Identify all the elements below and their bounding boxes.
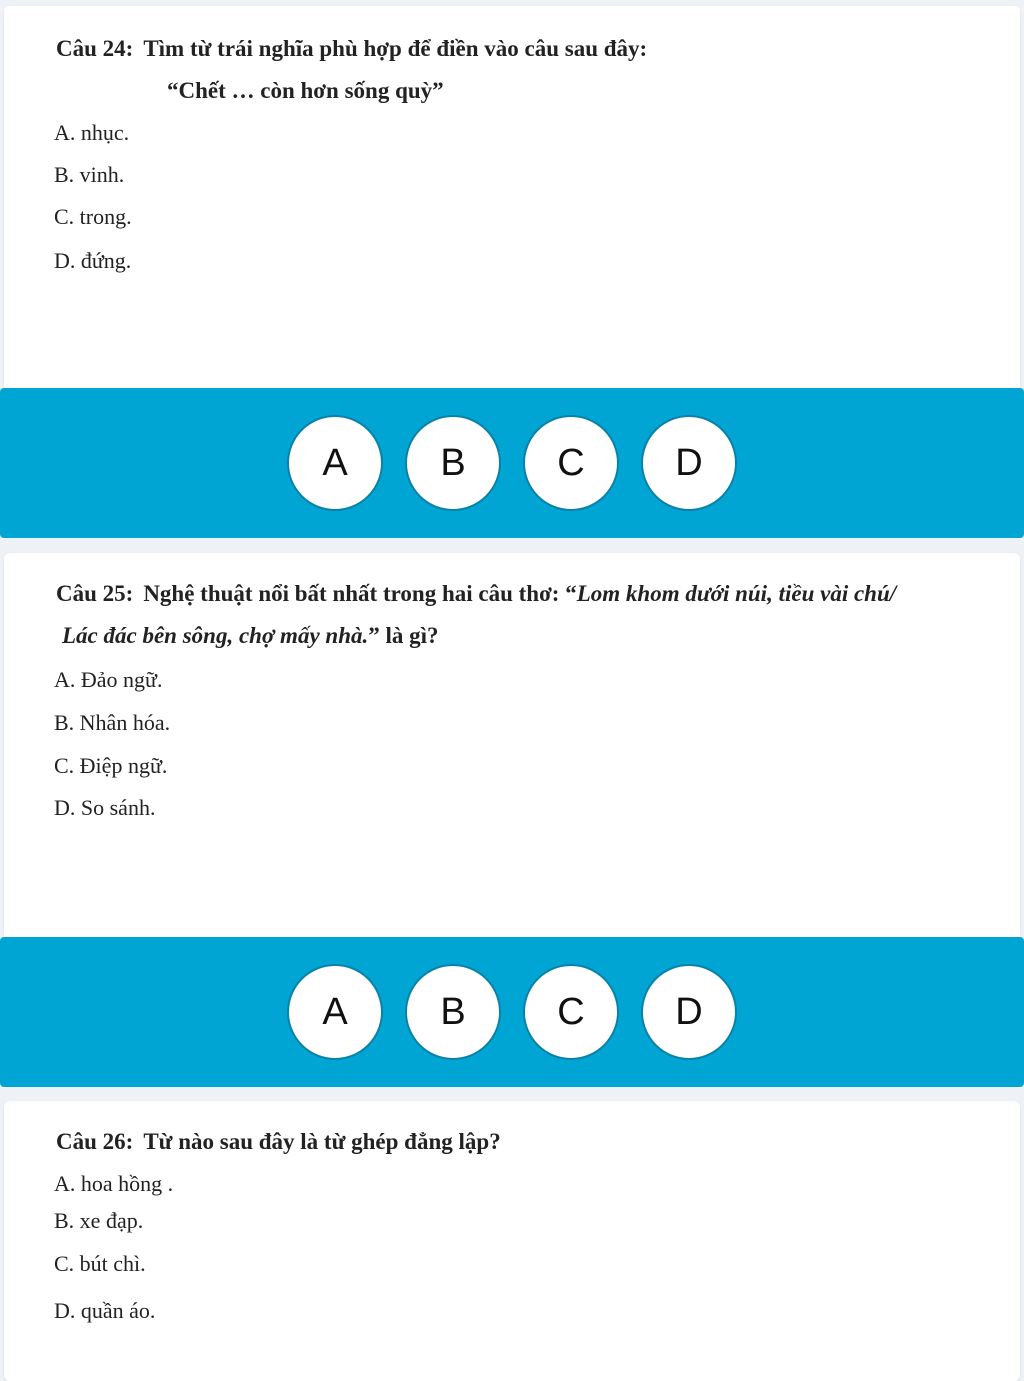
choice-button-c[interactable]: C	[523, 415, 619, 511]
question-quote: “Chết … còn hơn sống quỳ”	[167, 78, 444, 103]
question-card-26	[4, 1101, 1020, 1381]
choice-button-a[interactable]: A	[287, 415, 383, 511]
question-prompt: Nghệ thuật nổi bất nhất trong hai câu thơ: “	[143, 581, 577, 606]
choice-button-b[interactable]: B	[405, 415, 501, 511]
answer-option-a: A. Đảo ngữ.	[54, 667, 163, 692]
choice-button-d[interactable]: D	[641, 964, 737, 1060]
poem-line-1: Lom khom dưới núi, tiều vài chú/	[576, 581, 897, 606]
question-text	[56, 36, 647, 62]
question-card-24	[4, 6, 1020, 406]
answer-option-d: D. quần áo.	[54, 1298, 156, 1323]
answer-option-b: B. xe đạp.	[54, 1208, 144, 1233]
question-text	[56, 581, 896, 607]
choice-button-c[interactable]: C	[523, 964, 619, 1060]
answer-option-b: B. vinh.	[54, 162, 125, 187]
choice-button-d[interactable]: D	[641, 415, 737, 511]
answer-option-d: D. đứng.	[54, 248, 132, 273]
answer-choice-bar	[0, 937, 1024, 1087]
poem-line-2: Lác đác bên sông, chợ mấy nhà.	[62, 623, 369, 648]
answer-option-c: C. trong.	[54, 204, 132, 229]
answer-option-a: A. nhục.	[54, 120, 130, 145]
question-tail: ” là gì?	[368, 623, 439, 648]
answer-option-a: A. hoa hồng .	[54, 1171, 174, 1196]
question-prompt: Từ nào sau đây là từ ghép đẳng lập?	[143, 1129, 501, 1154]
answer-option-c: C. bút chì.	[54, 1251, 146, 1276]
question-card-25	[4, 553, 1020, 953]
answer-option-c: C. Điệp ngữ.	[54, 753, 168, 778]
question-text-continued	[62, 623, 439, 649]
answer-option-d: D. So sánh.	[54, 795, 156, 820]
question-prompt: Tìm từ trái nghĩa phù hợp để điền vào câu sau đây:	[143, 36, 648, 61]
question-number: Câu 25:	[56, 581, 134, 606]
question-text	[56, 1129, 501, 1155]
question-number: Câu 24:	[56, 36, 134, 61]
answer-option-b: B. Nhân hóa.	[54, 710, 171, 735]
choice-button-a[interactable]: A	[287, 964, 383, 1060]
question-number: Câu 26:	[56, 1129, 134, 1154]
choice-button-b[interactable]: B	[405, 964, 501, 1060]
answer-choice-bar	[0, 388, 1024, 538]
